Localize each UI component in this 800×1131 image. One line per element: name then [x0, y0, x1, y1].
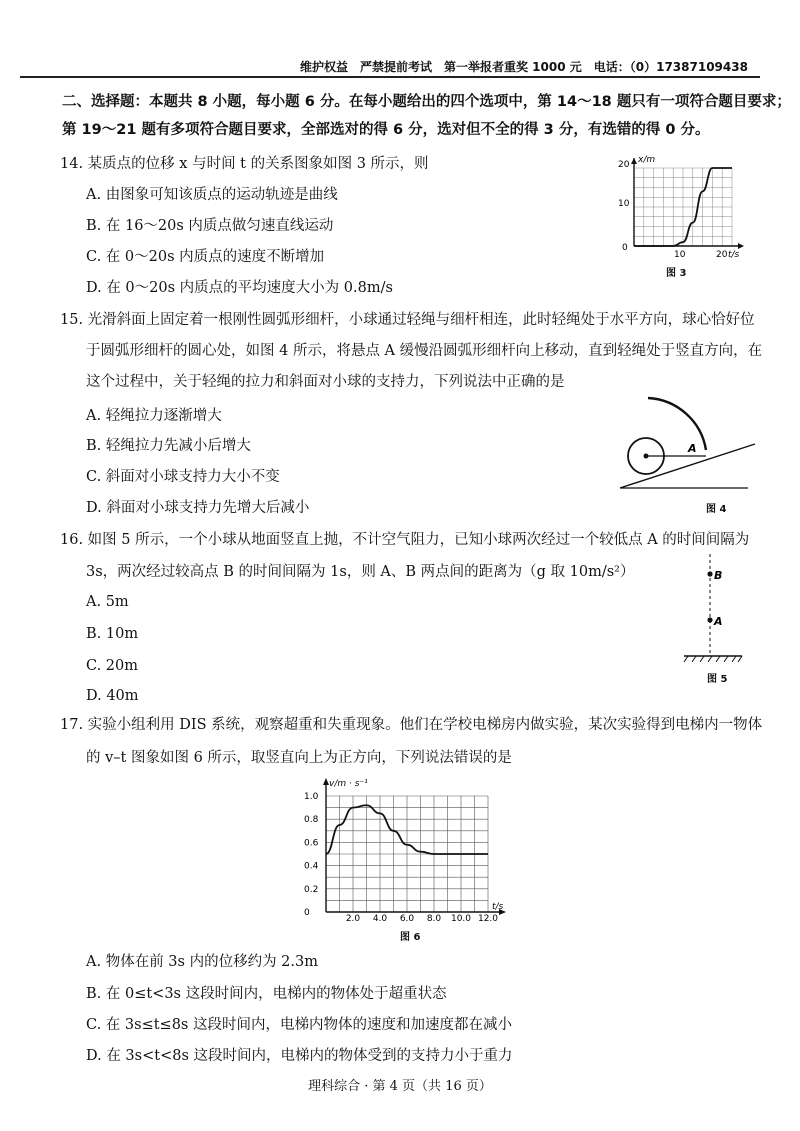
q15-stem-line1: 15. 光滑斜面上固定着一根刚性圆弧形细杆，小球通过轻绳与细杆相连，此时轻绳处于水平方向，球心恰好位: [60, 312, 755, 328]
figure-6-caption: 图 6: [400, 932, 421, 943]
figure-3-caption: 图 3: [666, 268, 687, 279]
q16-option-d: D. 40m: [86, 688, 139, 704]
figure-6-vt-graph: [296, 774, 516, 922]
q15-option-a: A. 轻绳拉力逐渐增大: [86, 408, 222, 424]
fig3-xlabel: t/s: [728, 250, 740, 258]
fig6-ytick: 0.4: [304, 861, 319, 872]
q14-option-d: D. 在 0～20s 内质点的平均速度大小为 0.8m/s: [86, 280, 393, 296]
q15-stem-line2: 于圆弧形细杆的圆心处，如图 4 所示，将悬点 A 缓慢沿圆弧形细杆向上移动，直到轻绳处于竖直方向，在: [86, 343, 763, 359]
q15-option-c: C. 斜面对小球支持力大小不变: [86, 469, 280, 485]
fig3-ylabel: x/m: [638, 155, 656, 165]
fig6-ylabel: v/m · s⁻¹: [329, 779, 368, 789]
section-instructions-line2: 第 19～21 题有多项符合题目要求，全部选对的得 6 分，选对但不全的得 3 分，有选错的得 0 分。: [62, 122, 710, 138]
fig6-xtick: 6.0: [399, 914, 415, 922]
fig6-ytick: 0.6: [304, 838, 319, 849]
fig6-xlabel: t/s: [492, 902, 504, 912]
fig6-xtick: 4.0: [372, 914, 388, 922]
q16-option-a: A. 5m: [86, 594, 129, 610]
fig6-xtick: 10.0: [450, 914, 472, 922]
q14-option-c: C. 在 0～20s 内质点的速度不断增加: [86, 249, 325, 265]
figure-4-caption: 图 4: [706, 504, 727, 515]
fig6-xtick: 8.0: [426, 914, 442, 922]
fig4-point-a: A: [688, 442, 697, 455]
fig6-ytick: 0.2: [304, 884, 319, 895]
header-notice: 维护权益 严禁提前考试 第一举报者重奖 1000 元 电话：（0）17387109438: [300, 60, 748, 74]
fig6-ytick: 0: [304, 908, 310, 918]
fig6-ytick: 0.8: [304, 815, 319, 826]
fig5-point-a: [707, 617, 712, 622]
q17-option-d: D. 在 3s<t<8s 这段时间内，电梯内的物体受到的支持力小于重力: [86, 1048, 513, 1064]
q15-option-d: D. 斜面对小球支持力先增大后减小: [86, 500, 310, 516]
fig5-point-b: [707, 571, 712, 576]
q15-stem-line3: 这个过程中，关于轻绳的拉力和斜面对小球的支持力，下列说法中正确的是: [86, 374, 565, 390]
fig3-grid: [634, 168, 732, 246]
fig6-xtick: 2.0: [345, 914, 361, 922]
figure-5-caption: 图 5: [707, 674, 728, 685]
fig5-label-b: B: [714, 569, 723, 582]
q16-option-c: C. 20m: [86, 658, 138, 674]
q17-stem-line1: 17. 实验小组利用 DIS 系统，观察超重和失重现象。他们在学校电梯房内做实验，某次实验得到电梯内一物体: [60, 717, 763, 733]
q17-option-c: C. 在 3s≤t≤8s 这段时间内，电梯内物体的速度和加速度都在减小: [86, 1017, 512, 1033]
fig3-ytick-20: 20: [618, 160, 630, 170]
q17-option-b: B. 在 0≤t<3s 这段时间内，电梯内的物体处于超重状态: [86, 986, 447, 1002]
header-rule: [20, 76, 760, 78]
fig6-xtick: 12.0: [477, 914, 499, 922]
q14-option-a: A. 由图象可知该质点的运动轨迹是曲线: [86, 187, 338, 203]
q17-option-a: A. 物体在前 3s 内的位移约为 2.3m: [86, 954, 318, 970]
fig3-ytick-0: 0: [622, 243, 628, 253]
fig3-xtick-20: 20: [716, 250, 728, 258]
fig5-label-a: A: [714, 615, 723, 628]
q17-stem-line2: 的 v–t 图象如图 6 所示，取竖直向上为正方向，下列说法错误的是: [86, 750, 512, 766]
figure-3-xt-graph: [612, 150, 752, 258]
fig5-ground-hatch: [684, 656, 742, 662]
q14-option-b: B. 在 16～20s 内质点做匀速直线运动: [86, 218, 334, 234]
q15-option-b: B. 轻绳拉力先减小后增大: [86, 438, 251, 454]
q14-stem: 14. 某质点的位移 x 与时间 t 的关系图象如图 3 所示，则: [60, 156, 429, 172]
figure-5-vertical-throw: [680, 552, 750, 664]
figure-4-incline: [610, 388, 760, 498]
fig6-ytick: 1.0: [304, 792, 319, 802]
section-instructions-line1: 二、选择题：本题共 8 小题，每小题 6 分。在每小题给出的四个选项中，第 14～18 题只有一项符合题目要求；: [62, 94, 791, 110]
fig3-ytick-10: 10: [618, 199, 630, 209]
page-footer: 理科综合 · 第 4 页（共 16 页）: [308, 1079, 492, 1094]
fig3-xtick-10: 10: [674, 250, 686, 258]
q16-option-b: B. 10m: [86, 626, 139, 642]
q16-stem-line2: 3s，两次经过较高点 B 的时间间隔为 1s，则 A、B 两点间的距离为（g 取 10m/s²）: [86, 564, 635, 580]
q16-stem-line1: 16. 如图 5 所示，一个小球从地面竖直上抛，不计空气阻力，已知小球两次经过一个较低点 A 的时间间隔为: [60, 532, 750, 548]
